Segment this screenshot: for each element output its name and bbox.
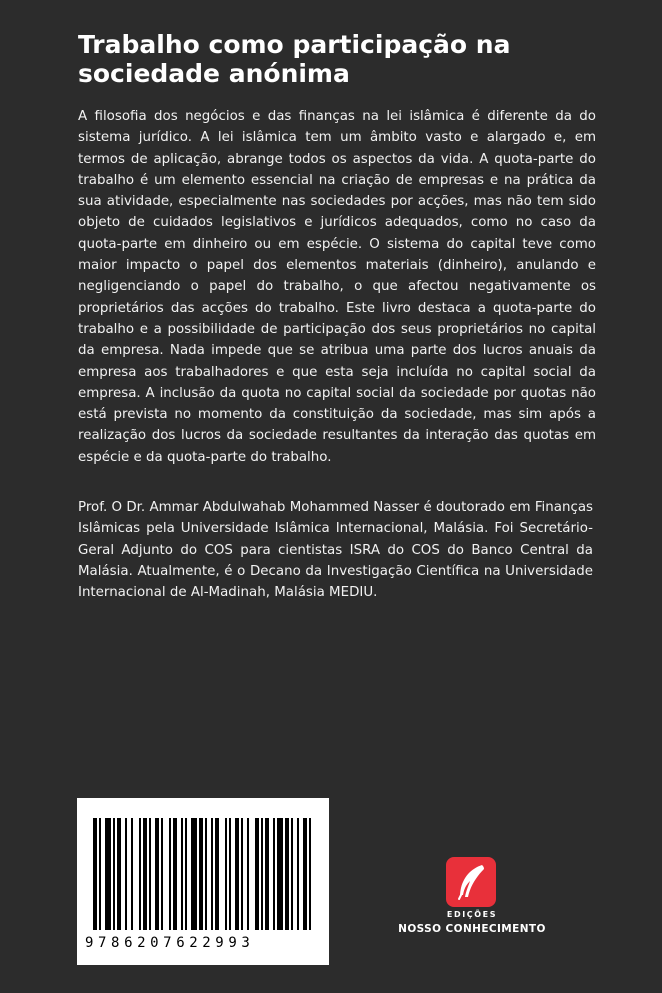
barcode-bar — [229, 818, 231, 930]
barcode-bar — [155, 818, 159, 930]
publisher-name: NOSSO CONHECIMENTO — [398, 923, 546, 935]
barcode-bar — [149, 818, 151, 930]
barcode-bar — [241, 818, 243, 930]
barcode-bar — [235, 818, 239, 930]
barcode-bar — [199, 818, 203, 930]
publisher-logo — [384, 856, 560, 946]
publisher-label-small: EDIÇÕES — [446, 910, 498, 919]
barcode-bar — [273, 818, 275, 930]
barcode-bar — [255, 818, 259, 930]
barcode-bar — [105, 818, 111, 930]
barcode-bar — [291, 818, 293, 930]
barcode-bar — [285, 818, 289, 930]
barcode-bar — [173, 818, 177, 930]
isbn-number: 9786207622993 — [85, 935, 255, 951]
barcode-bar — [99, 818, 101, 930]
barcode-bar — [205, 818, 207, 930]
barcode-bar — [169, 818, 171, 930]
barcode-bar — [309, 818, 311, 930]
author-bio: Prof. O Dr. Ammar Abdulwahab Mohammed Nasser é doutorado em Finanças Islâmicas pela Universidade Islâmica Internacional, Malásia. Foi Secretário-Geral Adjunto do COS para cientistas ISRA do COS do Banco Central da Malásia. Atualmente, é o Decano da Investigação Científica na Universidade Internacional de Al-Madinah, Malásia MEDIU. — [78, 500, 593, 601]
barcode-bar — [225, 818, 227, 930]
barcode-bar — [185, 818, 187, 930]
barcode-bar — [139, 818, 141, 930]
barcode-bar — [211, 818, 213, 930]
book-description: A filosofia dos negócios e das finanças na lei islâmica é diferente da do sistema jurídico. A lei islâmica tem um âmbito vasto e alargado e, em termos de aplicação, abrange todos os aspectos da vida. A quota-parte do trabalho é um elemento essencial na criação de empresas e na prática da sua atividade, especialmente nas sociedades por acções, mas não tem sido objeto de cuidados legislativos e jurídicos adequados, como no caso da quota-parte em dinheiro ou em espécie. O sistema do capital teve como maior impacto o papel dos elementos materiais (dinheiro), anulando e negligenciando o papel do trabalho, o que afectou negativamente os proprietários das acções do trabalho. Este livro destaca a quota-parte do trabalho e a possibilidade de participação dos seus proprietários no capital da empresa. Nada impede que se atribua uma parte dos lucros anuais da empresa aos trabalhadores e que esta seja incluída no capital social da empresa. A inclusão da quota no capital social da sociedade por quotas não está prevista no momento da constituição da sociedade, mas sim após a realização dos lucros da sociedade resultantes da interação das quotas em espécie e da quota-parte do trabalho. — [78, 109, 596, 465]
feather-logo-icon — [446, 857, 496, 907]
barcode-bar — [181, 818, 183, 930]
barcode-bar — [161, 818, 163, 930]
barcode-bar — [191, 818, 197, 930]
barcode-bar — [247, 818, 249, 930]
barcode-bar — [117, 818, 121, 930]
barcode-bar — [297, 818, 299, 930]
barcode-bar — [215, 818, 219, 930]
barcode — [77, 798, 329, 965]
barcode-bar — [265, 818, 269, 930]
barcode-bar — [261, 818, 263, 930]
barcode-bar — [277, 818, 283, 930]
barcode-bar — [93, 818, 97, 930]
barcode-bar — [303, 818, 307, 930]
barcode-bar — [143, 818, 147, 930]
book-title: Trabalho como participação na sociedade anónima — [78, 30, 511, 88]
barcode-bar — [131, 818, 133, 930]
barcode-bar — [113, 818, 115, 930]
barcode-bar — [125, 818, 127, 930]
